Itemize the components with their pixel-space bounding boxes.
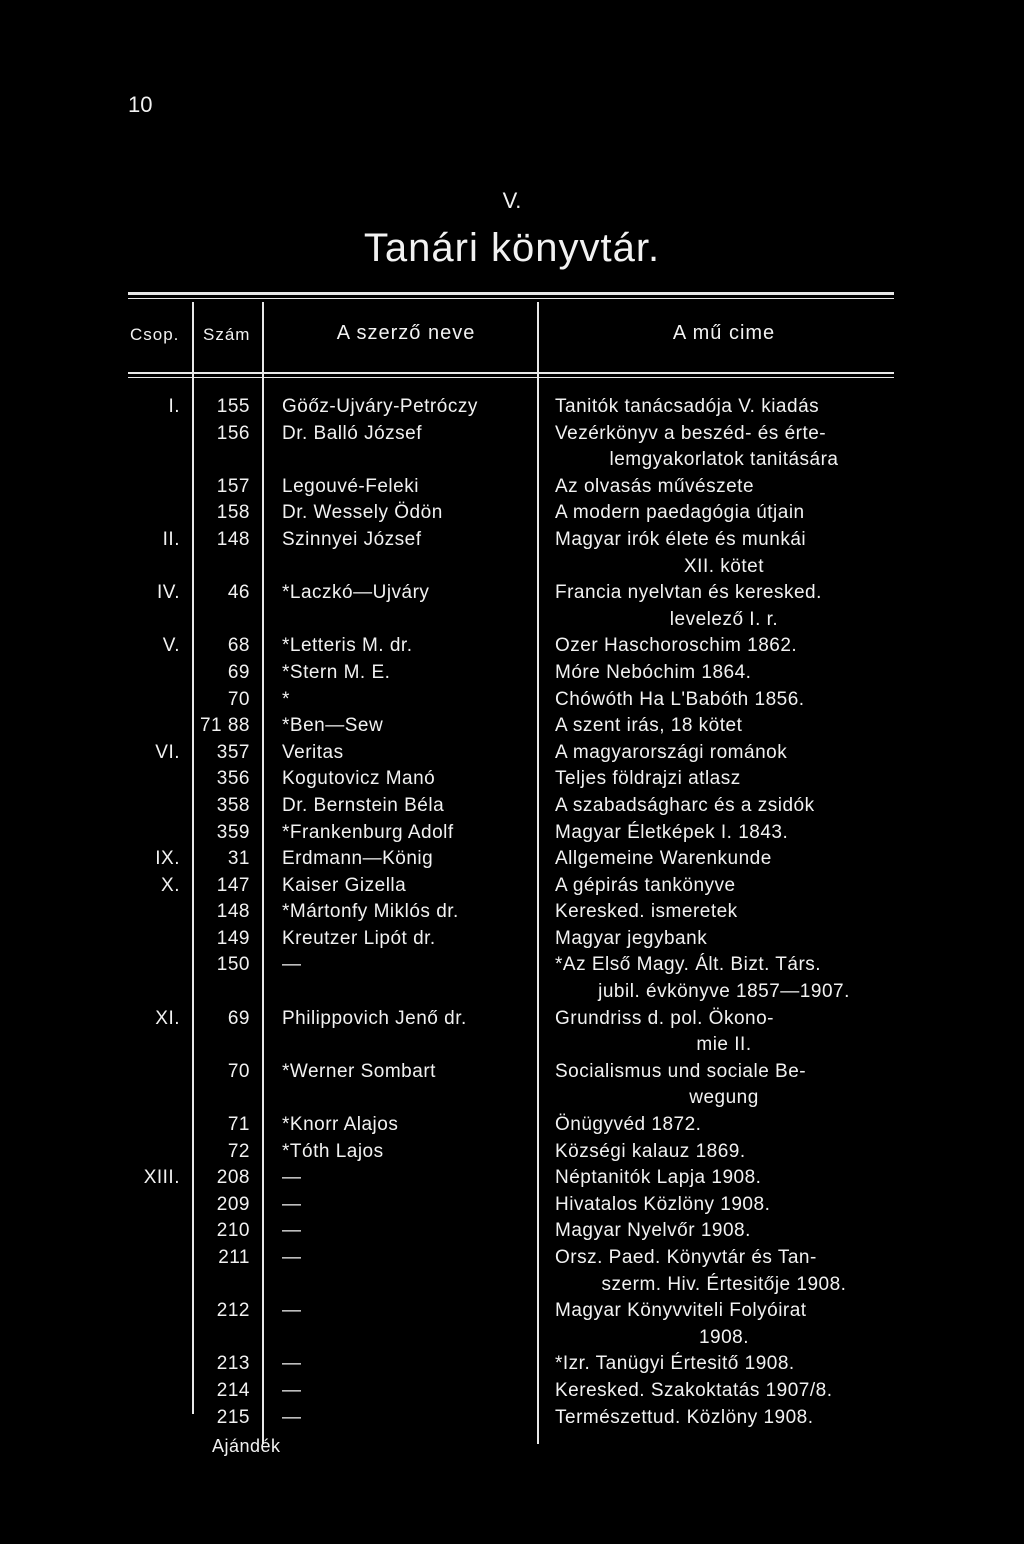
row-title-line: *Izr. Tanügyi Értesitő 1908. <box>555 1353 795 1375</box>
table-row <box>0 873 1024 900</box>
row-author: *Letteris M. dr. <box>282 635 413 657</box>
table-row <box>0 740 1024 767</box>
table-row <box>0 1351 1024 1378</box>
row-author: — <box>282 1300 302 1322</box>
row-group: II. <box>162 528 180 550</box>
row-title <box>555 740 893 767</box>
row-number: 31 <box>227 848 250 870</box>
row-title-line: Teljes földrajzi atlasz <box>555 768 741 790</box>
row-title <box>555 687 893 714</box>
row-number: 150 <box>216 954 250 976</box>
row-number: 212 <box>216 1300 250 1322</box>
row-author: Dr. Balló József <box>282 422 422 444</box>
table-row <box>0 1112 1024 1139</box>
row-number: 157 <box>216 475 250 497</box>
row-number: 215 <box>216 1406 250 1428</box>
table-row <box>0 474 1024 501</box>
row-group: V. <box>162 635 180 657</box>
row-title-line: Vezérkönyv a beszéd- és érte- <box>555 422 827 444</box>
row-title-line: A modern paedagógia útjain <box>555 502 805 524</box>
row-number: 46 <box>227 582 250 604</box>
row-author: Dr. Wessely Ödön <box>282 502 443 524</box>
row-author: *Stern M. E. <box>282 661 391 683</box>
row-title-line: A gépirás tankönyve <box>555 874 736 896</box>
row-number: 71 88 <box>199 715 250 737</box>
row-title <box>555 1139 893 1166</box>
row-title <box>555 1298 893 1351</box>
row-number: 69 <box>227 1007 250 1029</box>
row-author: Kogutovicz Manó <box>282 768 436 790</box>
table-row <box>0 1006 1024 1059</box>
row-title <box>555 1245 893 1298</box>
table-row <box>0 1139 1024 1166</box>
table-row <box>0 1059 1024 1112</box>
table-row <box>0 1298 1024 1351</box>
table-row <box>0 846 1024 873</box>
row-group: IV. <box>157 582 180 604</box>
row-number: 71 <box>227 1114 250 1136</box>
row-number: 210 <box>216 1220 250 1242</box>
row-number: 72 <box>227 1140 250 1162</box>
row-title <box>555 660 893 687</box>
row-number: 70 <box>227 1060 250 1082</box>
row-title-line: Socialismus und sociale Be- <box>555 1060 807 1082</box>
row-title-line: Az olvasás művészete <box>555 475 755 497</box>
table-row <box>0 820 1024 847</box>
row-title-line: Tanitók tanácsadója V. kiadás <box>555 396 820 417</box>
table-row <box>0 899 1024 926</box>
row-title-line: Magyar Életképek I. 1843. <box>555 821 789 843</box>
row-title <box>555 394 893 421</box>
row-title <box>555 1378 893 1405</box>
row-title-line: Francia nyelvtan és keresked. <box>555 582 822 604</box>
row-title-line: lemgyakorlatok tanitására <box>609 449 839 471</box>
library-table <box>0 394 1024 1431</box>
row-title-line: jubil. évkönyve 1857—1907. <box>598 981 850 1003</box>
row-number: 69 <box>227 661 250 683</box>
row-number: 214 <box>216 1379 250 1401</box>
row-author: — <box>282 1167 302 1189</box>
row-author: *Knorr Alajos <box>282 1114 399 1136</box>
row-title <box>555 1351 893 1378</box>
row-title-line: Grundriss d. pol. Ökono- <box>555 1007 774 1029</box>
row-title <box>555 527 893 580</box>
row-group: IX. <box>155 848 180 870</box>
row-number: 148 <box>216 528 250 550</box>
table-row <box>0 421 1024 474</box>
row-author: — <box>282 1247 302 1268</box>
header-number: Szám <box>203 325 251 344</box>
row-author: * <box>282 688 290 710</box>
row-title-line: levelező I. r. <box>669 608 779 630</box>
row-number: 358 <box>216 794 250 816</box>
row-title <box>555 580 893 633</box>
table-row <box>0 1192 1024 1219</box>
row-author: *Frankenburg Adolf <box>282 821 454 843</box>
row-title <box>555 1218 893 1245</box>
table-row <box>0 952 1024 1005</box>
row-title <box>555 952 893 1005</box>
row-title-line: Keresked. Szakoktatás 1907/8. <box>555 1379 833 1401</box>
page-number: 10 <box>128 92 153 117</box>
row-title <box>555 1059 893 1112</box>
header-group: Csop. <box>130 325 180 344</box>
table-row <box>0 660 1024 687</box>
top-rule <box>128 292 894 295</box>
table-row <box>0 766 1024 793</box>
row-author: *Ben—Sew <box>282 715 384 737</box>
row-author: Kaiser Gizella <box>282 874 407 896</box>
row-title-line: Móre Nebóchim 1864. <box>555 661 752 683</box>
row-title-line: mie II. <box>696 1034 752 1056</box>
row-group: XI. <box>155 1007 180 1029</box>
row-number: 155 <box>216 396 250 417</box>
row-title-line: Községi kalauz 1869. <box>555 1140 746 1162</box>
row-title <box>555 1405 893 1432</box>
row-title <box>555 793 893 820</box>
row-title-line: Ozer Haschoroschim 1862. <box>555 635 798 657</box>
row-title-line: Keresked. ismeretek <box>555 901 738 923</box>
row-author: Erdmann—König <box>282 848 434 870</box>
row-title-line: Allgemeine Warenkunde <box>555 848 772 870</box>
section-number: V. <box>502 188 522 213</box>
row-author: *Werner Sombart <box>282 1060 436 1082</box>
top-rule-thin <box>128 298 894 299</box>
table-row <box>0 713 1024 740</box>
row-title-line: XII. kötet <box>684 555 764 577</box>
row-title-line: Magyar jegybank <box>555 927 708 949</box>
row-title-line: wegung <box>689 1087 759 1109</box>
row-title <box>555 1006 893 1059</box>
row-number: 211 <box>218 1247 250 1268</box>
row-author: *Mártonfy Miklós dr. <box>282 901 459 923</box>
row-title-line: 1908. <box>698 1326 750 1348</box>
row-author: *Laczkó—Ujváry <box>282 582 430 604</box>
row-title <box>555 1165 893 1192</box>
row-title <box>555 421 893 474</box>
row-group: XIII. <box>143 1167 180 1189</box>
row-author: Veritas <box>282 741 344 763</box>
table-row <box>0 1165 1024 1192</box>
table-row <box>0 1405 1024 1432</box>
table-row <box>0 394 1024 421</box>
page-title: Tanári könyvtár. <box>363 226 661 270</box>
table-row <box>0 1245 1024 1298</box>
row-author: — <box>282 1379 302 1401</box>
row-author: — <box>282 1406 302 1428</box>
header-rule-thin <box>128 377 894 378</box>
row-author: — <box>282 1220 302 1242</box>
row-title-line: Önügyvéd 1872. <box>555 1114 702 1136</box>
row-number: 148 <box>216 901 250 923</box>
row-title-line: Természettud. Közlöny 1908. <box>555 1406 814 1428</box>
row-author: Philippovich Jenő dr. <box>282 1007 467 1029</box>
row-title <box>555 926 893 953</box>
header-rule <box>128 372 894 374</box>
row-title <box>555 1192 893 1219</box>
row-author: Legouvé-Feleki <box>282 475 419 497</box>
row-number: 356 <box>216 768 250 790</box>
row-title-line: A magyarországi románok <box>555 741 788 763</box>
row-number: 208 <box>216 1167 250 1189</box>
header-author: A szerző neve <box>336 322 476 344</box>
row-number: 359 <box>216 821 250 843</box>
row-author: *Tóth Lajos <box>282 1140 384 1162</box>
table-row <box>0 1218 1024 1245</box>
row-author: Göőz-Ujváry-Petróczy <box>282 396 478 417</box>
row-title <box>555 873 893 900</box>
row-title <box>555 633 893 660</box>
row-title-line: Hivatalos Közlöny 1908. <box>555 1193 771 1215</box>
row-title <box>555 766 893 793</box>
header-title: A mű cime <box>672 322 776 344</box>
row-title-line: A szent irás, 18 kötet <box>555 715 743 737</box>
row-title-line: *Az Első Magy. Ált. Bizt. Társ. <box>555 954 822 976</box>
row-title <box>555 820 893 847</box>
table-row <box>0 687 1024 714</box>
table-row <box>0 633 1024 660</box>
row-group: I. <box>168 396 180 417</box>
row-title-line: Magyar Könyvviteli Folyóirat <box>555 1300 807 1322</box>
row-author: — <box>282 1353 302 1375</box>
table-row <box>0 500 1024 527</box>
row-title-line: Chówóth Ha L'Babóth 1856. <box>555 688 805 710</box>
row-title <box>555 846 893 873</box>
row-title-line: A szabadságharc és a zsidók <box>555 794 815 816</box>
row-number: 147 <box>216 874 250 896</box>
footer-note: Ajándék <box>212 1436 281 1456</box>
row-title-line: Néptanitók Lapja 1908. <box>555 1167 762 1189</box>
row-author: — <box>282 1193 302 1215</box>
row-number: 209 <box>216 1193 250 1215</box>
row-title <box>555 500 893 527</box>
table-row <box>0 580 1024 633</box>
table-row <box>0 926 1024 953</box>
row-number: 158 <box>216 502 250 524</box>
row-title <box>555 1112 893 1139</box>
row-group: X. <box>161 874 180 896</box>
row-author: Dr. Bernstein Béla <box>282 794 445 816</box>
row-title <box>555 474 893 501</box>
table-row <box>0 793 1024 820</box>
row-author: Szinnyei József <box>282 528 422 550</box>
row-title-line: Orsz. Paed. Könyvtár és Tan- <box>555 1247 817 1268</box>
row-title <box>555 899 893 926</box>
table-row <box>0 527 1024 580</box>
row-author: Kreutzer Lipót dr. <box>282 927 436 949</box>
row-number: 156 <box>216 422 250 444</box>
row-author: — <box>282 954 302 976</box>
row-number: 357 <box>216 741 250 763</box>
row-title-line: Magyar irók élete és munkái <box>555 528 807 550</box>
row-title-line: Magyar Nyelvőr 1908. <box>555 1220 751 1242</box>
row-title-line: szerm. Hiv. Értesitője 1908. <box>601 1273 847 1295</box>
table-row <box>0 1378 1024 1405</box>
row-number: 70 <box>227 688 250 710</box>
row-title <box>555 713 893 740</box>
row-number: 149 <box>216 927 250 949</box>
row-number: 213 <box>216 1353 250 1375</box>
row-group: VI. <box>155 741 180 763</box>
row-number: 68 <box>227 635 250 657</box>
